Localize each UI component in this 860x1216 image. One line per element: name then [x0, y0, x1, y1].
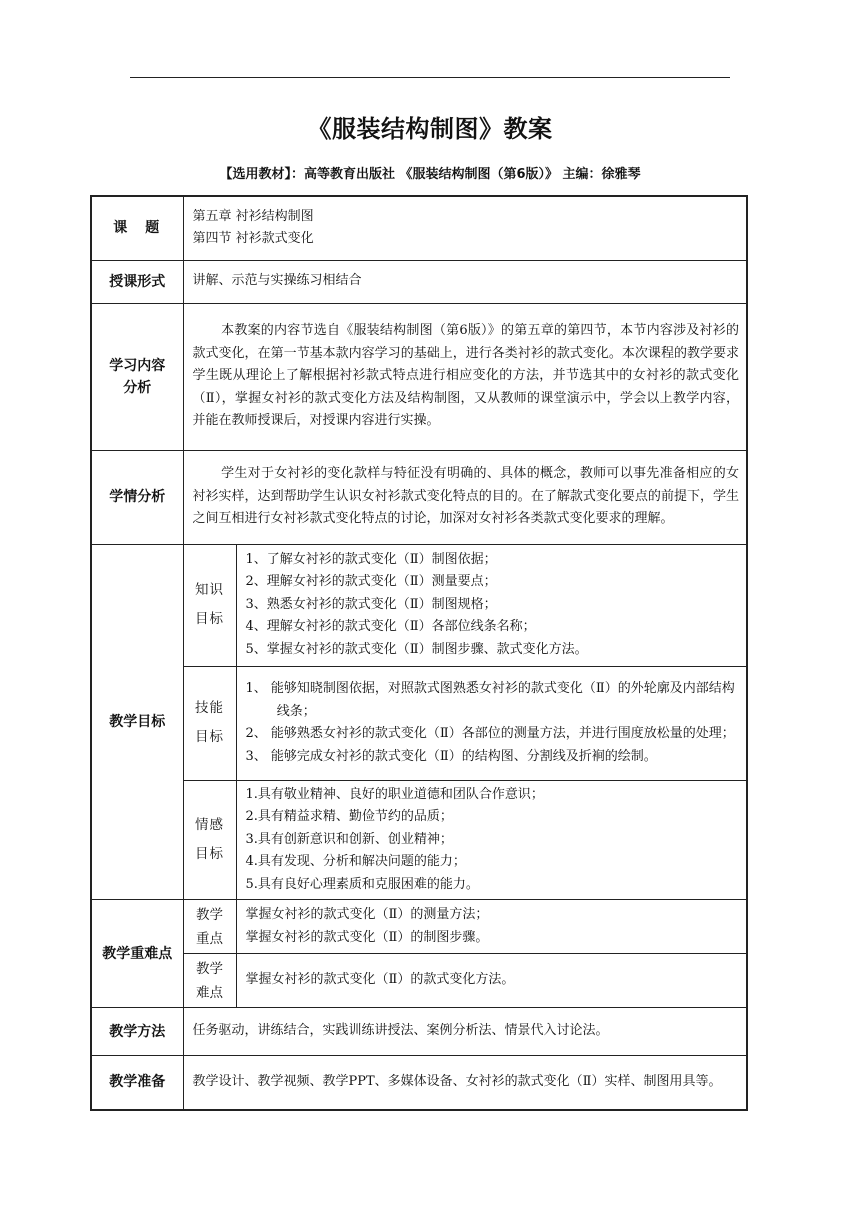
label-skill-line1: 技能: [195, 700, 224, 716]
row-teaching-method: [91, 1008, 747, 1056]
teaching-method-text: 任务驱动，讲练结合，实践训练讲授法、案例分析法、情景代入讨论法。: [183, 1008, 747, 1056]
row-student-situation: [91, 450, 747, 544]
topic-chapter: 第五章 衬衫结构制图: [192, 208, 314, 224]
label-emotion-line1: 情感: [195, 816, 224, 833]
label-student-situation: 学情分析: [91, 450, 183, 544]
label-content-line2: 分析: [123, 379, 152, 396]
label-focus-line2: 重点: [196, 930, 223, 947]
list-item: 1.具有敬业精神、良好的职业道德和团队合作意识；: [245, 786, 544, 802]
list-item: 掌握女衬衫的款式变化（Ⅱ）的测量方法；: [245, 907, 489, 922]
label-teaching-goals: 教学目标: [91, 544, 183, 900]
list-item: 2.具有精益求精、勤俭节约的品质；: [245, 809, 453, 824]
label-skill-line2: 目标: [195, 729, 224, 745]
list-item: 2、理解女衬衫的款式变化（Ⅱ）测量要点；: [245, 574, 497, 590]
label-knowledge-line2: 目标: [195, 611, 224, 627]
student-situation-text: 学生对于女衬衫的变化款样与特征没有明确的、具体的概念，教师可以事先准备相应的女衬衫实样，达到帮助学生认识女衬衫款式变化特点的目的。在了解款式变化要点的前提下，学生之间互相进行女衬衫款式变化特点的讨论，加深对女衬衫各类款式变化要求的理解。: [183, 450, 747, 544]
teaching-difficulty-text: 掌握女衬衫的款式变化（Ⅱ）的款式变化方法。: [236, 954, 747, 1008]
row-teaching-difficulty: [91, 954, 747, 1008]
label-teaching-method: 教学方法: [91, 1008, 183, 1056]
row-topic: [91, 196, 747, 260]
row-teaching-prep: [91, 1056, 747, 1110]
label-content-analysis: [91, 303, 183, 450]
label-difficulty-line1: 教学: [196, 960, 223, 977]
label-knowledge-line1: 知识: [195, 582, 224, 598]
label-teaching-focus: [183, 900, 236, 954]
label-form: 授课形式: [91, 260, 183, 303]
teaching-focus-list: [236, 900, 747, 954]
skill-goal-list: [236, 666, 747, 780]
lesson-plan-table: [90, 195, 748, 1111]
list-item: 掌握女衬衫的款式变化（Ⅱ）的制图步骤。: [245, 929, 489, 945]
label-focus-line1: 教学: [196, 906, 223, 923]
label-emotion-goal: [183, 780, 236, 900]
label-skill-goal: [183, 666, 236, 780]
content-analysis-text: 本教案的内容节选自《服装结构制图（第6版）》的第五章的第四节，本节内容涉及衬衫的款式变化，在第一节基本款内容学习的基础上，进行各类衬衫的款式变化。本次课程的教学要求学生既从理论上了解根据衬衫款式特点进行相应变化的方法，并节选其中的女衬衫的款式变化（Ⅱ），掌握女衬衫的款式变化方法及结构制图，又从教师的课堂演示中，学会以上教学内容，并能在教师授课后，对授课内容进行实操。: [183, 303, 747, 450]
topic-section: 第四节 衬衫款式变化: [192, 231, 314, 247]
list-item: 1、 能够知晓制图依据，对照款式图熟悉女衬衫的款式变化（Ⅱ）的外轮廓及内部结构线条；: [245, 681, 735, 719]
list-item: 3.具有创新意识和创新、创业精神；: [245, 831, 453, 847]
list-item: 4.具有发现、分析和解决问题的能力；: [245, 854, 466, 869]
header-rule: [130, 77, 730, 78]
label-content-line1: 学习内容: [109, 357, 166, 374]
list-item: 2、 能够熟悉女衬衫的款式变化（Ⅱ）各部位的测量方法，并进行围度放松量的处理；: [245, 726, 735, 741]
teaching-prep-cell: [183, 1056, 747, 1110]
list-item: 3、熟悉女衬衫的款式变化（Ⅱ）制图规格；: [245, 596, 497, 612]
textbook-info: 【选用教材】：高等教育出版社 《服装结构制图（第6版）》 主编：徐雅琴: [219, 167, 641, 182]
list-item: 4、理解女衬衫的款式变化（Ⅱ）各部位线条名称；: [245, 619, 536, 635]
label-knowledge-goal: [183, 544, 236, 666]
list-item: 5、掌握女衬衫的款式变化（Ⅱ）制图步骤、款式变化方法。: [245, 641, 588, 657]
topic-content: [183, 196, 747, 260]
row-content-analysis: [91, 303, 747, 450]
list-item: 3、 能够完成女衬衫的款式变化（Ⅱ）的结构图、分割线及折裥的绘制。: [245, 748, 657, 764]
row-emotion-goal: [91, 780, 747, 900]
list-item: 1、了解女衬衫的款式变化（Ⅱ）制图依据；: [245, 551, 497, 567]
row-skill-goal: [91, 666, 747, 780]
label-topic: 课 题: [91, 196, 183, 260]
row-teaching-focus: [91, 900, 747, 954]
row-knowledge-goal: [91, 544, 747, 666]
emotion-goal-list: [236, 780, 747, 900]
form-text: 讲解、示范与实操练习相结合: [183, 260, 747, 303]
teaching-prep-text: 教学设计、教学视频、教学PPT、多媒体设备、女衬衫的款式变化（Ⅱ）实样、制图用具等。: [192, 1074, 722, 1089]
label-key-difficult: 教学重难点: [91, 900, 183, 1008]
label-teaching-prep: 教学准备: [91, 1056, 183, 1110]
label-difficulty-line2: 难点: [196, 984, 223, 1001]
list-item: 5.具有良好心理素质和克服困难的能力。: [245, 876, 479, 892]
label-teaching-difficulty: [183, 954, 236, 1008]
label-emotion-line2: 目标: [195, 845, 224, 862]
row-form: [91, 260, 747, 303]
document-title: 《服装结构制图》教案: [307, 115, 553, 143]
knowledge-goal-list: [236, 544, 747, 666]
